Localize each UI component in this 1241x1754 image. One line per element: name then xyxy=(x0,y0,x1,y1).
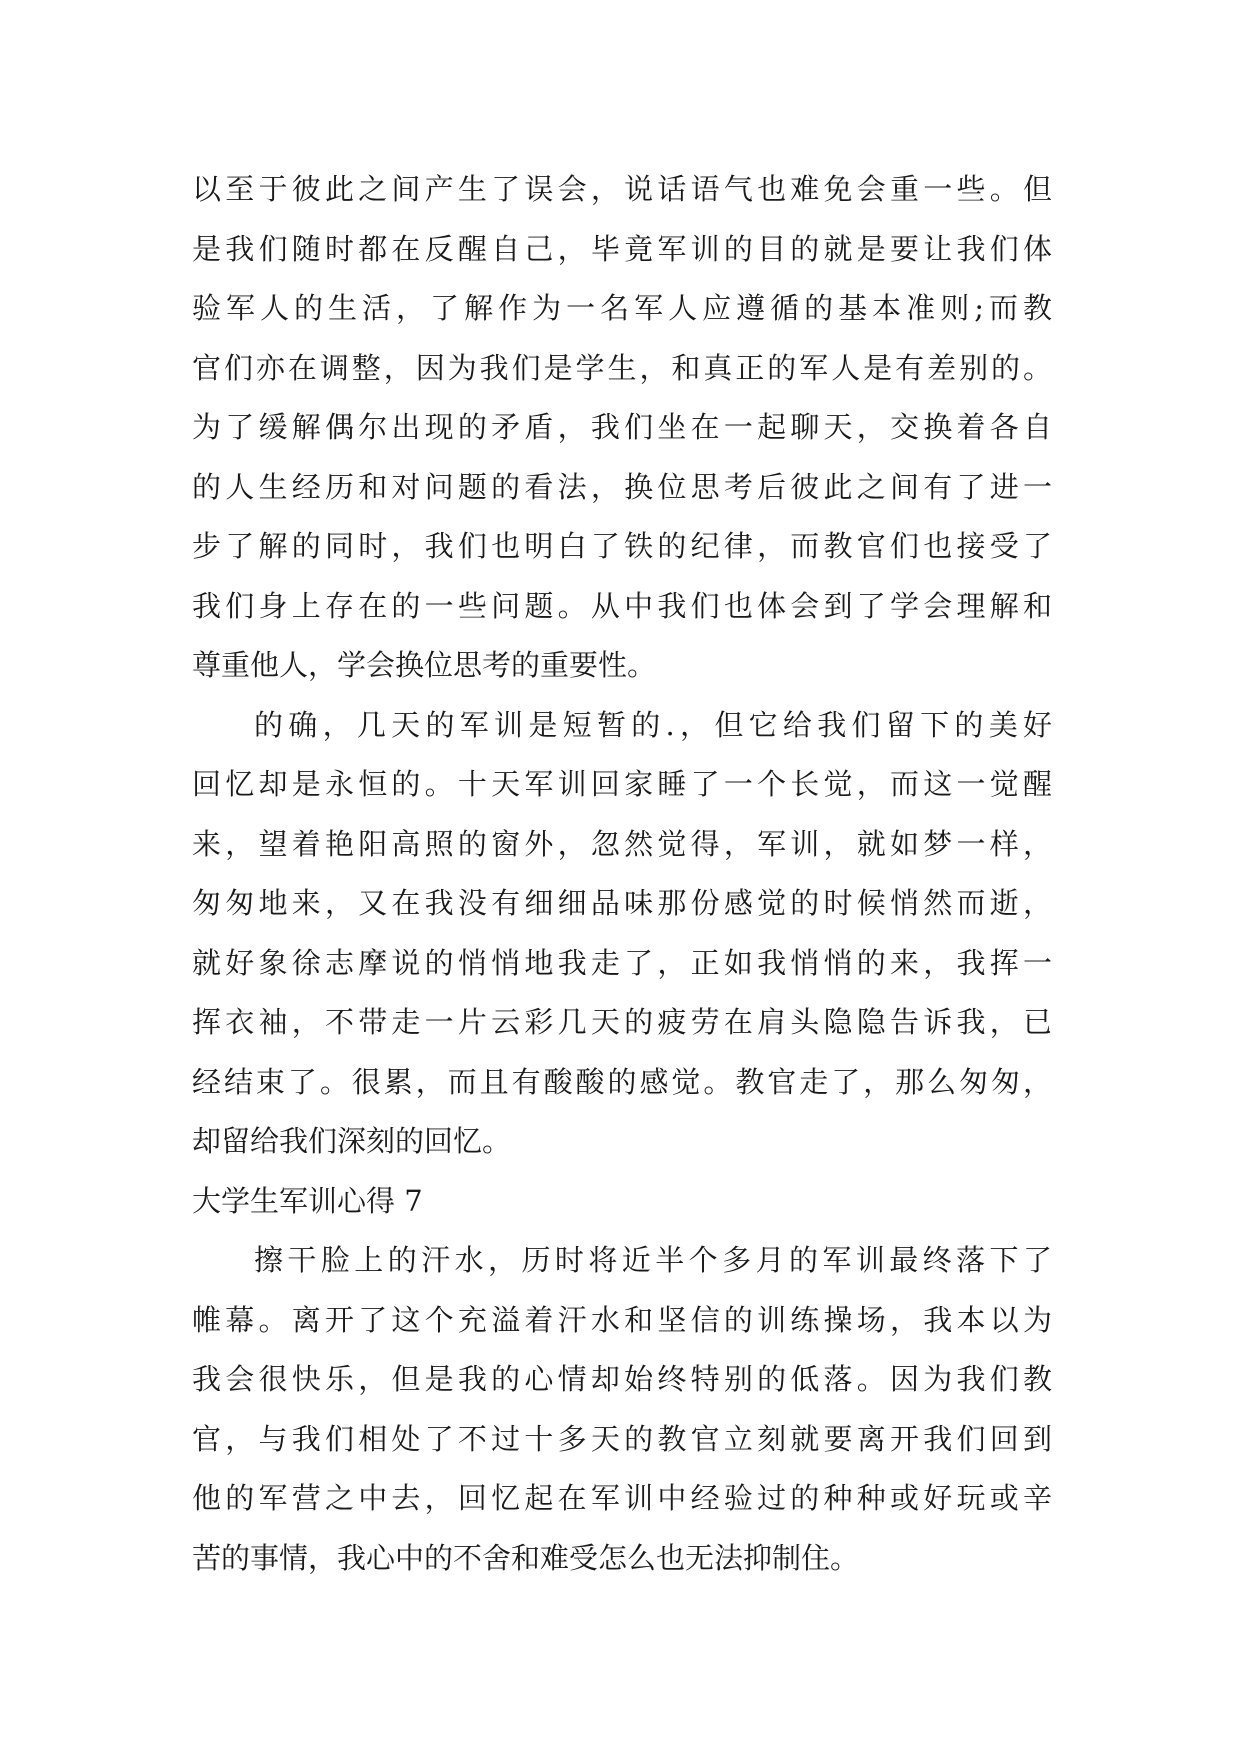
text-line: 官们亦在调整，因为我们是学生，和真正的军人是有差别的。 xyxy=(192,350,1052,385)
text-line: 尊重他人，学会换位思考的重要性。 xyxy=(192,648,657,682)
text-line: 匆匆地来，又在我没有细细品味那份感觉的时候悄然而逝， xyxy=(192,886,1052,920)
text-line: 我会很快乐，但是我的心情却始终特别的低落。因为我们教 xyxy=(192,1362,1052,1396)
text-line: 我们身上存在的一些问题。从中我们也体会到了学会理解和 xyxy=(192,588,1052,623)
text-line: 帷幕。离开了这个充溢着汗水和坚信的训练操场，我本以为 xyxy=(192,1302,1052,1337)
text-line: 步了解的同时，我们也明白了铁的纪律，而教官们也接受了 xyxy=(192,529,1052,563)
text-line: 苦的事情，我心中的不舍和难受怎么也无法抑制住。 xyxy=(192,1540,860,1575)
document-body xyxy=(192,160,1052,1588)
text-line: 官，与我们相处了不过十多天的教官立刻就要离开我们回到 xyxy=(192,1421,1052,1456)
section-heading: 大学生军训心得 7 xyxy=(192,1183,423,1218)
text-line: 擦干脸上的汗水，历时将近半个多月的军训最终落下了 xyxy=(254,1243,1052,1277)
text-line: 回忆却是永恒的。十天军训回家睡了一个长觉，而这一觉醒 xyxy=(192,767,1052,801)
paragraph xyxy=(192,1231,1052,1588)
text-line: 经结束了。很累，而且有酸酸的感觉。教官走了，那么匆匆， xyxy=(192,1064,1052,1099)
text-line: 来，望着艳阳高照的窗外，忽然觉得，军训，就如梦一样， xyxy=(192,826,1052,861)
text-line: 以至于彼此之间产生了误会，说话语气也难免会重一些。但 xyxy=(192,172,1052,206)
text-line: 挥衣袖，不带走一片云彩几天的疲劳在肩头隐隐告诉我，已 xyxy=(192,1005,1052,1039)
paragraph xyxy=(192,160,1052,696)
text-line: 验军人的生活，了解作为一名军人应遵循的基本准则;而教 xyxy=(192,291,1052,325)
text-line: 他的军营之中去，回忆起在军训中经验过的种种或好玩或辛 xyxy=(192,1481,1052,1515)
paragraph xyxy=(192,696,1052,1172)
text-line: 的确，几天的军训是短暂的.，但它给我们留下的美好 xyxy=(254,707,1052,742)
text-line: 就好象徐志摩说的悄悄地我走了，正如我悄悄的来，我挥一 xyxy=(192,945,1052,980)
text-line: 为了缓解偶尔出现的矛盾，我们坐在一起聊天，交换着各自 xyxy=(192,410,1052,444)
text-line: 的人生经历和对问题的看法，换位思考后彼此之间有了进一 xyxy=(192,469,1052,504)
text-line: 是我们随时都在反醒自己，毕竟军训的目的就是要让我们体 xyxy=(192,231,1052,266)
text-line: 却留给我们深刻的回忆。 xyxy=(192,1124,512,1158)
